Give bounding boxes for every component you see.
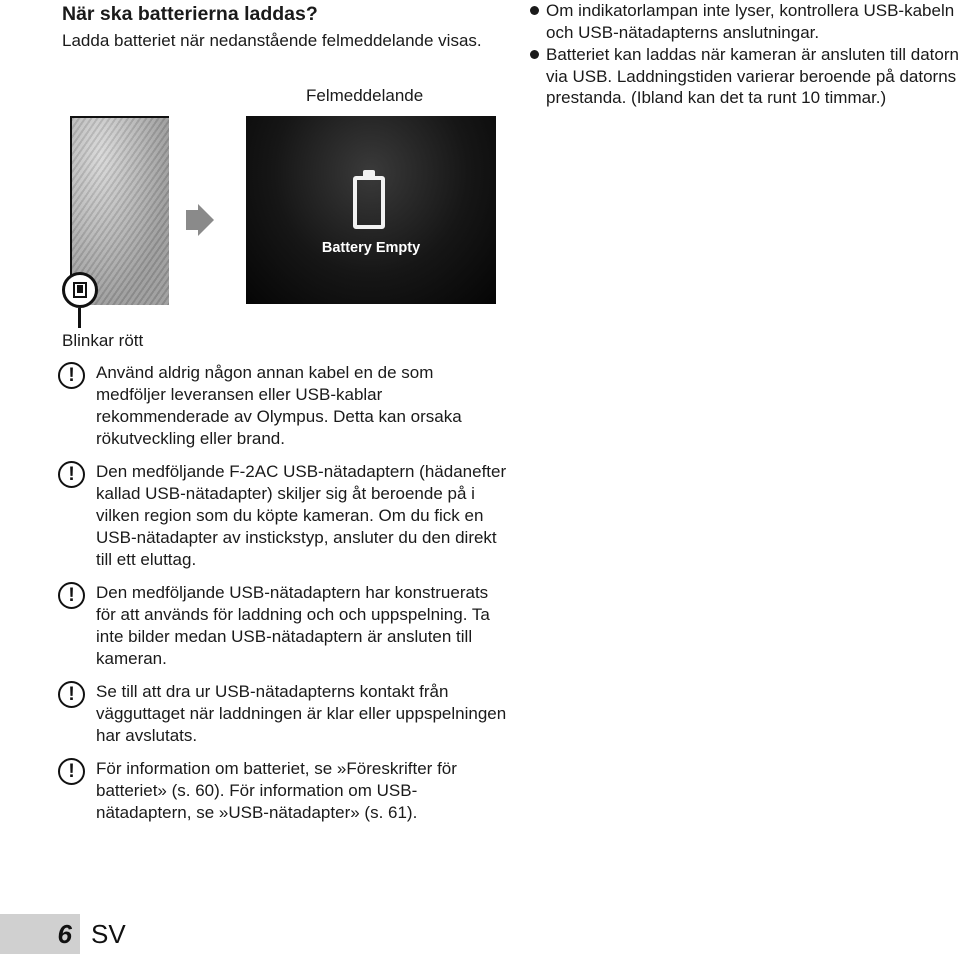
bullet-text: Om indikatorlampan inte lyser, kontrollera USB-kabeln och USB-nätadapterns anslutningar. bbox=[546, 1, 955, 42]
warning-icon: ! bbox=[58, 582, 85, 609]
page-language: SV bbox=[91, 919, 126, 949]
battery-empty-message: Battery Empty bbox=[321, 240, 421, 256]
warning-item bbox=[58, 461, 508, 571]
indicator-leader-line bbox=[78, 308, 81, 328]
bullet-item bbox=[530, 0, 960, 43]
page-number: 6 bbox=[57, 919, 72, 949]
warning-icon: ! bbox=[58, 461, 85, 488]
warning-icon: ! bbox=[58, 758, 85, 785]
warning-icon: ! bbox=[58, 362, 85, 389]
warning-text: Den medföljande F-2AC USB-nätadaptern (hädanefter kallad USB-nätadapter) skiljer sig åt beroende på i vilken region som du köpte kameran. Om du fick en USB-nätadapter av instickstyp, ansluter du den direkt till ett eluttag. bbox=[96, 462, 507, 569]
warning-item bbox=[58, 362, 508, 450]
battery-empty-icon bbox=[353, 176, 385, 229]
right-column bbox=[530, 0, 960, 109]
warning-item bbox=[58, 758, 508, 824]
camera-screen bbox=[246, 116, 496, 304]
warning-text: Den medföljande USB-nätadaptern har konstruerats för att används för laddning och och uppspelning. Ta inte bilder medan USB-nätadaptern är ansluten till kameran. bbox=[96, 583, 490, 668]
section-heading: När ska batterierna laddas? bbox=[62, 3, 318, 25]
warning-text: För information om batteriet, se »Föreskrifter för batteriet» (s. 60). För information om USB-nätadaptern, se »USB-nätadapter» (s. 61). bbox=[96, 759, 457, 822]
warning-text: Se till att dra ur USB-nätadapterns kontakt från vägguttaget när laddningen är klar eller uppspelningen har avslutats. bbox=[96, 682, 507, 745]
indicator-lamp-icon bbox=[62, 272, 98, 308]
warning-icon: ! bbox=[58, 681, 85, 708]
bullet-text: Batteriet kan laddas när kameran är ansluten till datorn via USB. Laddningstiden varierar beroende på datorns prestanda. (Ibland kan det ta runt 10 timmar.) bbox=[546, 45, 959, 107]
bullet-item bbox=[530, 44, 960, 109]
bullet-dot-icon bbox=[530, 6, 539, 15]
warning-list bbox=[58, 362, 508, 824]
warning-item bbox=[58, 681, 508, 747]
bullet-dot-icon bbox=[530, 50, 539, 59]
intro-text: Ladda batteriet när nedanstående felmeddelande visas. bbox=[62, 31, 482, 50]
indicator-caption: Blinkar rött bbox=[62, 331, 144, 350]
warning-text: Använd aldrig någon annan kabel en de som medföljer leveransen eller USB-kablar rekommenderade av Olympus. Detta kan orsaka rökutveckling eller brand. bbox=[96, 363, 462, 448]
arrow-right-icon bbox=[186, 204, 214, 236]
error-message-caption: Felmeddelande bbox=[306, 86, 424, 105]
warning-item bbox=[58, 582, 508, 670]
